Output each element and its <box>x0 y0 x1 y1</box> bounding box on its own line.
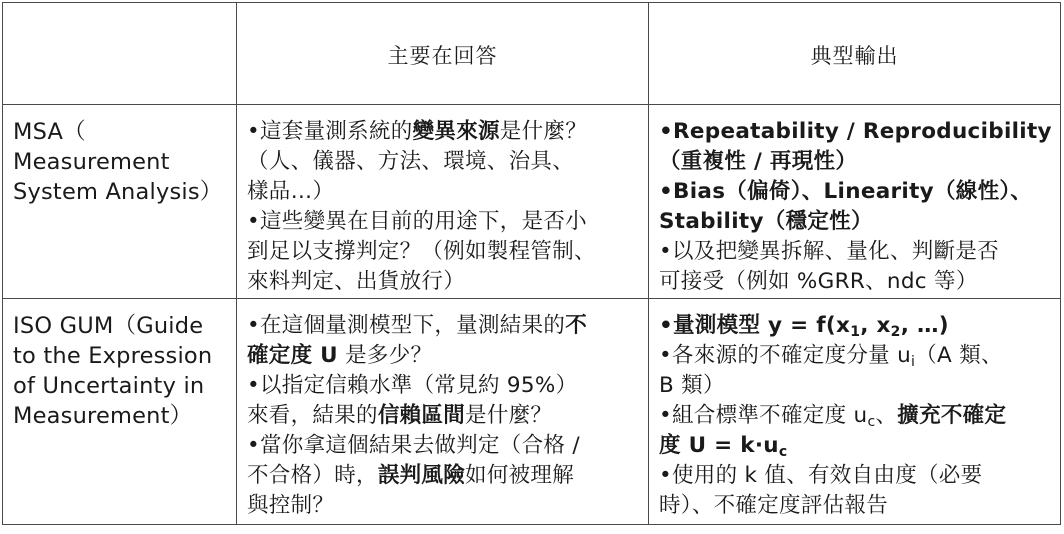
text-segment: •以指定信賴水準（常見約 95%） <box>247 373 578 398</box>
row-label-line: Measurement <box>13 149 170 175</box>
cell-text-line <box>247 117 644 147</box>
cell-text-line <box>659 461 1056 491</box>
text-segment: 信賴區間 <box>377 403 466 428</box>
text-segment: 與控制？ <box>247 493 335 518</box>
cell-text-line <box>659 117 1056 147</box>
subscript-text: 1 <box>850 324 861 340</box>
text-segment: , x <box>860 313 891 338</box>
text-segment: •當你拿這個結果去做判定（合格 / <box>247 433 580 458</box>
text-segment: •這套量測系統的 <box>247 119 413 144</box>
text-segment: •Bias（偏倚）、Linearity（線性）、 <box>659 179 1033 204</box>
text-segment: 不合格）時， <box>247 463 378 488</box>
cell-text-line <box>659 207 1056 237</box>
text-segment: 變異來源 <box>412 119 500 144</box>
cell-text-line <box>659 371 1056 401</box>
header-row <box>3 3 1061 105</box>
text-segment: •組合標準不確定度 u <box>659 403 868 428</box>
cell-text-line <box>247 371 644 401</box>
text-segment: 時）、不確定度評估報告 <box>659 493 889 518</box>
header-col2-label: 主要在回答 <box>387 43 498 68</box>
text-segment: （重複性 / 再現性） <box>659 149 858 174</box>
table-row-iso-gum <box>3 299 1061 525</box>
cell-text-line <box>247 431 644 461</box>
text-segment: •量測模型 y = f(x <box>659 313 851 338</box>
cell-text-line <box>659 311 1056 341</box>
cell-text-line <box>659 491 1056 521</box>
text-segment: 不 <box>565 313 587 338</box>
header-empty-cell <box>3 3 237 105</box>
text-segment: , …) <box>900 313 949 338</box>
text-segment: 樣品…） <box>247 179 335 204</box>
text-segment: Stability（穩定性） <box>659 209 873 234</box>
cell-text-line <box>247 207 644 237</box>
row-label-line: MSA（ <box>13 119 86 145</box>
row-label-line: of Uncertainty in <box>13 373 205 399</box>
row-label-line: System Analysis） <box>13 179 223 205</box>
text-segment: •使用的 k 值、有效自由度（必要 <box>659 463 983 488</box>
text-segment: （A 類、 <box>915 343 1003 368</box>
text-segment: B 類） <box>659 373 725 398</box>
comparison-table <box>2 2 1061 525</box>
text-segment: 如何被理解 <box>465 463 575 488</box>
cell-text-line <box>659 147 1056 177</box>
text-segment: 確定度 U <box>247 343 338 368</box>
text-segment: 度 U = k·u <box>659 433 779 458</box>
cell-text-line <box>247 267 644 297</box>
text-segment: •Repeatability / Reproducibility <box>659 119 1052 144</box>
cell-text-line <box>247 461 644 491</box>
row-label-line: to the Expression <box>13 343 213 369</box>
row-output-cell <box>649 299 1061 525</box>
table-row-msa <box>3 105 1061 299</box>
text-segment: •這些變異在目前的用途下，是否小 <box>247 209 587 234</box>
cell-text-line <box>247 491 644 521</box>
cell-text-line <box>247 341 644 371</box>
cell-text-line <box>659 177 1056 207</box>
cell-text-line <box>247 311 644 341</box>
text-segment: 是什麼？ <box>499 119 587 144</box>
text-segment: 是多少？ <box>337 343 433 368</box>
row-label-cell <box>3 299 237 525</box>
cell-text-line <box>659 401 1056 431</box>
cell-text-line <box>659 237 1056 267</box>
header-answer-cell <box>237 3 649 105</box>
text-segment: （人、儀器、方法、環境、治具、 <box>247 149 575 174</box>
text-segment: 誤判風險 <box>377 463 466 488</box>
text-segment: 可接受（例如 %GRR、ndc 等） <box>659 269 978 294</box>
text-segment: •各來源的不確定度分量 u <box>659 343 912 368</box>
cell-text-line <box>247 147 644 177</box>
subscript-text: 2 <box>890 324 901 340</box>
cell-text-line <box>659 341 1056 371</box>
text-segment: 來看，結果的 <box>247 403 378 428</box>
header-col3-label: 典型輸出 <box>810 43 899 68</box>
cell-text-line <box>247 237 644 267</box>
cell-text-line <box>659 267 1056 297</box>
row-label-line: ISO GUM（Guide <box>13 313 204 339</box>
text-segment: •在這個量測模型下，量測結果的 <box>247 313 566 338</box>
row-label-line: Measurement） <box>13 403 193 429</box>
header-output-cell <box>649 3 1061 105</box>
text-segment: 、 <box>875 403 898 428</box>
cell-text-line <box>247 177 644 207</box>
text-segment: 擴充不確定 <box>897 403 1007 428</box>
text-segment: 來料判定、出貨放行） <box>247 269 466 294</box>
row-answer-cell <box>237 299 649 525</box>
row-output-cell <box>649 105 1061 299</box>
row-label-cell <box>3 105 237 299</box>
text-segment: 到足以支撐判定？（例如製程管制、 <box>247 239 596 264</box>
cell-text-line <box>247 401 644 431</box>
text-segment: •以及把變異拆解、量化、判斷是否 <box>659 239 999 264</box>
subscript-text: c <box>778 444 788 460</box>
row-answer-cell <box>237 105 649 299</box>
subscript-text: c <box>867 414 876 430</box>
cell-text-line <box>659 431 1056 461</box>
text-segment: 是什麼？ <box>465 403 553 428</box>
subscript-text: i <box>911 354 916 370</box>
